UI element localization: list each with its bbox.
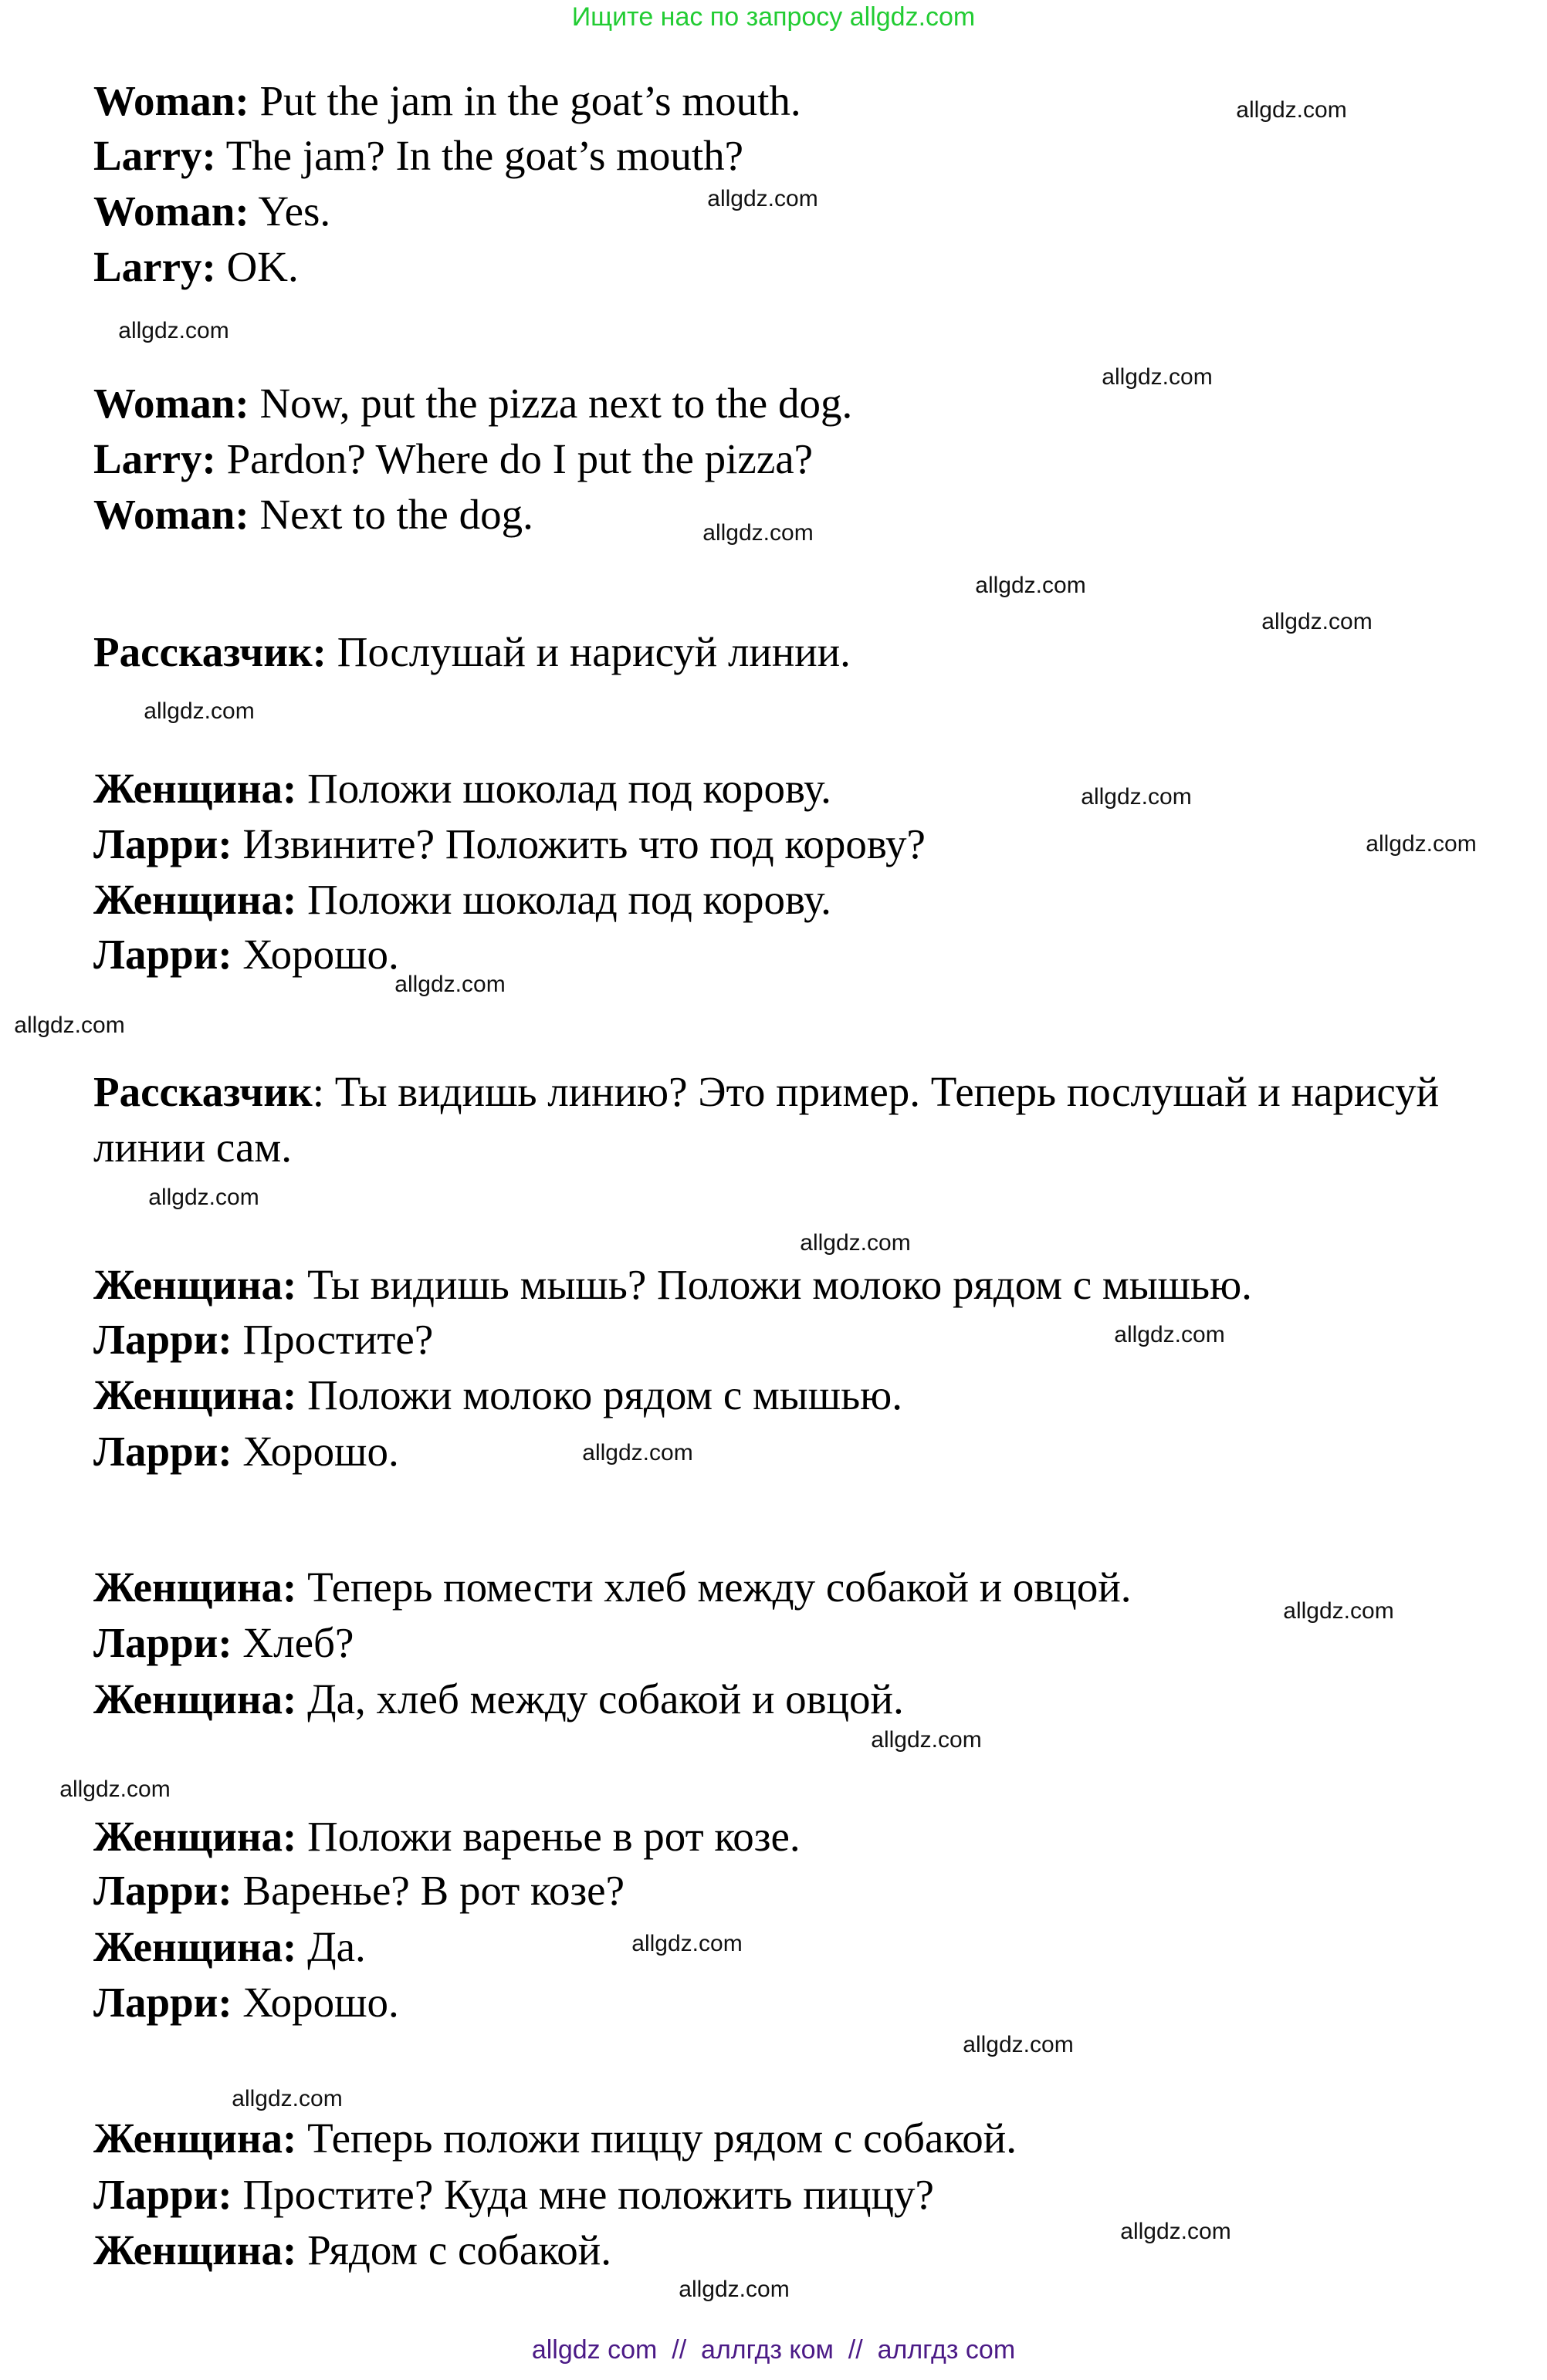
speaker-label: Ларри: <box>93 1428 232 1475</box>
dialogue-line <box>93 184 330 238</box>
line-text: Извините? Положить что под корову? <box>232 820 926 867</box>
line-text: Да, хлеб между собакой и овцой. <box>296 1675 904 1722</box>
dialogue-line <box>93 74 801 128</box>
dialogue-line <box>93 873 831 927</box>
watermark: allgdz.com <box>702 520 814 546</box>
dialogue-line <box>93 1121 292 1175</box>
line-text: Положи молоко рядом с мышью. <box>296 1371 903 1418</box>
watermark: allgdz.com <box>144 698 255 724</box>
speaker-label: Женщина: <box>93 2115 297 2162</box>
dialogue-line <box>93 2111 1017 2165</box>
line-text: Хорошо. <box>232 1428 399 1475</box>
line-text: : Ты видишь линию? Это пример. Теперь послушай и нарисуй <box>312 1068 1440 1115</box>
watermark: allgdz.com <box>1120 2219 1231 2244</box>
dialogue-line <box>93 1560 1132 1614</box>
line-text: Простите? Куда мне положить пиццу? <box>232 2171 934 2218</box>
speaker-label: Ларри: <box>93 1979 232 2026</box>
dialogue-line <box>93 488 533 542</box>
watermark: allgdz.com <box>394 972 506 997</box>
line-text: Рядом с собакой. <box>296 2226 611 2274</box>
watermark: allgdz.com <box>1366 831 1477 857</box>
watermark: allgdz.com <box>59 1777 171 1802</box>
speaker-label: Woman: <box>93 77 249 124</box>
speaker-label: Ларри: <box>93 820 232 867</box>
speaker-label: Женщина: <box>93 765 297 812</box>
speaker-label: Женщина: <box>93 1675 297 1722</box>
watermark: allgdz.com <box>1081 784 1192 810</box>
speaker-label: Larry: <box>93 243 216 290</box>
watermark: allgdz.com <box>148 1185 259 1210</box>
watermark: allgdz.com <box>963 2032 1074 2057</box>
line-text: Next to the dog. <box>249 491 533 538</box>
line-text: Put the jam in the goat’s mouth. <box>249 77 801 124</box>
dialogue-line <box>93 762 831 816</box>
dialogue-line <box>93 1616 354 1670</box>
line-text: Теперь положи пиццу рядом с собакой. <box>296 2115 1017 2162</box>
dialogue-line <box>93 1258 1252 1312</box>
line-text: Хорошо. <box>232 931 399 978</box>
speaker-label: Larry: <box>93 435 216 482</box>
watermark: allgdz.com <box>1102 364 1213 390</box>
line-text: Хорошо. <box>232 1979 399 2026</box>
watermark: allgdz.com <box>631 1931 743 1956</box>
dialogue-line <box>93 625 851 679</box>
dialogue-line <box>93 2223 611 2277</box>
watermark: allgdz.com <box>1114 1322 1225 1347</box>
line-text: Да. <box>296 1923 366 1970</box>
watermark: allgdz.com <box>707 186 818 211</box>
line-text: OK. <box>215 243 299 290</box>
speaker-label: Женщина: <box>93 1564 297 1611</box>
speaker-label: Женщина: <box>93 1923 297 1970</box>
line-text: Послушай и нарисуй линии. <box>327 628 851 675</box>
speaker-label: Ларри: <box>93 1867 232 1914</box>
watermark: allgdz.com <box>871 1727 982 1753</box>
watermark: allgdz.com <box>118 318 229 343</box>
line-text: Хлеб? <box>232 1619 354 1666</box>
speaker-label: Woman: <box>93 491 249 538</box>
dialogue-line <box>93 1920 366 1974</box>
dialogue-line <box>93 1368 902 1422</box>
line-text: The jam? In the goat’s mouth? <box>215 132 744 179</box>
dialogue-line <box>93 817 926 871</box>
speaker-label: Ларри: <box>93 2171 232 2218</box>
watermark: allgdz.com <box>582 1440 693 1466</box>
line-text: Положи шоколад под корову. <box>296 765 831 812</box>
speaker-label: Ларри: <box>93 931 232 978</box>
search-banner: Ищите нас по запросу allgdz.com <box>571 2 976 32</box>
speaker-label: Женщина: <box>93 1813 297 1860</box>
speaker-label: Woman: <box>93 188 249 235</box>
watermark: allgdz.com <box>975 573 1086 598</box>
watermark: allgdz.com <box>1236 97 1347 123</box>
speaker-label: Женщина: <box>93 1371 297 1418</box>
watermark: allgdz.com <box>232 2086 343 2111</box>
line-text: Простите? <box>232 1316 434 1363</box>
dialogue-line <box>93 2168 934 2222</box>
dialogue-line <box>93 1976 399 2030</box>
dialogue-line <box>93 1065 1439 1119</box>
dialogue-line <box>93 1864 625 1918</box>
line-text: Варенье? В рот козе? <box>232 1867 625 1914</box>
dialogue-line <box>93 1810 801 1864</box>
speaker-label: Рассказчик <box>93 1068 313 1115</box>
dialogue-line <box>93 377 852 431</box>
dialogue-line <box>93 928 399 982</box>
speaker-label: Larry: <box>93 132 216 179</box>
watermark: allgdz.com <box>14 1013 125 1038</box>
dialogue-line <box>93 432 813 486</box>
watermark: allgdz.com <box>679 2277 790 2302</box>
dialogue-line <box>93 240 299 294</box>
line-text: Положи варенье в рот козе. <box>296 1813 801 1860</box>
watermark: allgdz.com <box>1283 1598 1394 1624</box>
line-text: Yes. <box>249 188 331 235</box>
dialogue-line <box>93 1672 904 1726</box>
speaker-label: Ларри: <box>93 1619 232 1666</box>
line-text: Now, put the pizza next to the dog. <box>249 380 853 427</box>
speaker-label: Ларри: <box>93 1316 232 1363</box>
dialogue-line <box>93 1313 433 1367</box>
watermark: allgdz.com <box>1261 609 1373 634</box>
speaker-label: Woman: <box>93 380 249 427</box>
speaker-label: Рассказчик: <box>93 628 327 675</box>
dialogue-line <box>93 1425 399 1479</box>
line-text: Теперь помести хлеб между собакой и овцой. <box>296 1564 1132 1611</box>
speaker-label: Женщина: <box>93 2226 297 2274</box>
speaker-label: Женщина: <box>93 1261 297 1308</box>
speaker-label: Женщина: <box>93 876 297 923</box>
line-text: линии сам. <box>93 1124 292 1171</box>
line-text: Pardon? Where do I put the pizza? <box>215 435 814 482</box>
watermark: allgdz.com <box>800 1230 911 1256</box>
line-text: Положи шоколад под корову. <box>296 876 831 923</box>
footer-links[interactable]: allgdz com // аллгдз ком // аллгдз com <box>531 2335 1016 2365</box>
line-text: Ты видишь мышь? Положи молоко рядом с мышью. <box>296 1261 1252 1308</box>
dialogue-line <box>93 129 743 183</box>
